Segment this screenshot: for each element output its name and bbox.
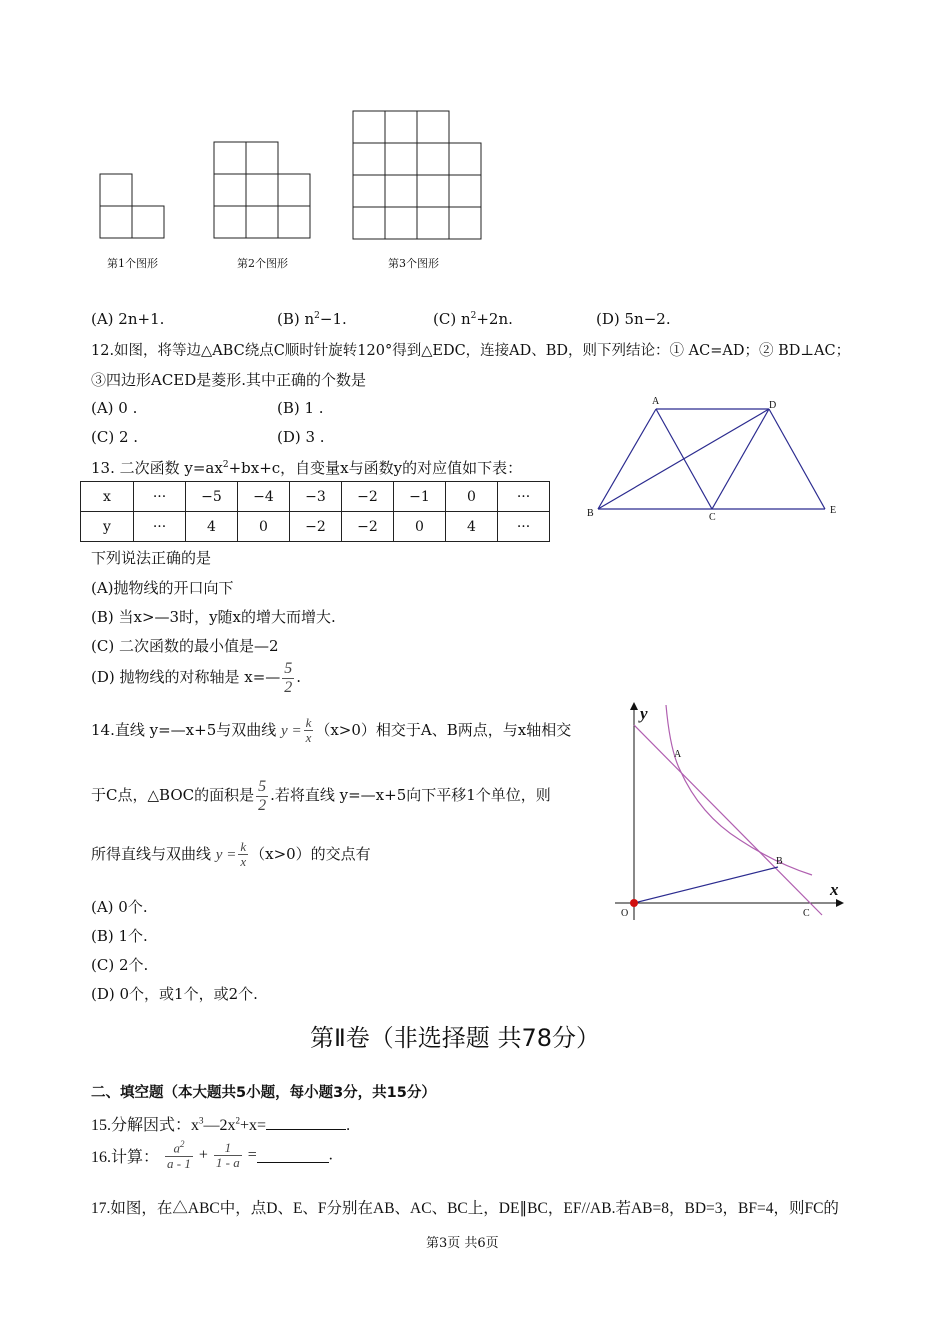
q14-option-a: (A) 0个. <box>91 898 148 916</box>
q14-line1: 14.直线 y=—x+5与双曲线 y = $\frac{k}{x}$ （x>0）相交于A、B两点，与x轴相交 <box>91 715 572 746</box>
fig3-label: 第3个图形 <box>388 257 439 270</box>
q13-option-b: (B) 当x>—3时，y随x的增大而增大. <box>91 608 336 626</box>
label-d: D <box>769 400 777 411</box>
section-title: 第Ⅱ卷（非选择题 共78分） <box>310 1024 600 1052</box>
q16: 16.计算： $\frac{a^2}{a - 1}$ + $\frac{1}{1 - a}$ = . <box>91 1139 333 1171</box>
q13-prompt: 下列说法正确的是 <box>91 549 212 567</box>
table-row-x: x ··· −5 −4 −3 −2 −1 0 ··· <box>81 482 550 512</box>
q14-line3: 所得直线与双曲线 y = $\frac{k}{x}$ （x>0）的交点有 <box>91 839 371 870</box>
fig1-label: 第1个图形 <box>107 257 158 270</box>
q13-option-a: (A)抛物线的开口向下 <box>91 579 234 597</box>
segment-ob <box>634 867 778 903</box>
c-label: C <box>803 908 810 919</box>
q12-option-c: (C) 2 . <box>91 428 139 446</box>
q15-answer-blank[interactable] <box>266 1115 346 1130</box>
q12-option-d: (D) 3 . <box>277 428 325 446</box>
label-c: C <box>709 512 716 523</box>
q14-option-c: (C) 2个. <box>91 956 149 974</box>
fig1-square <box>100 174 132 206</box>
a-label: A <box>674 749 682 760</box>
x-label: x <box>830 880 839 899</box>
q13-option-d: (D) 抛物线的对称轴是 x=— $\frac{5}{2}$ . <box>91 660 302 696</box>
square-figures <box>90 100 510 250</box>
page-footer: 第3页 共6页 <box>426 1236 499 1251</box>
q11-option-d: (D) 5n−2. <box>596 310 671 328</box>
y-label: y <box>640 704 648 723</box>
q13-option-c: (C) 二次函数的最小值是—2 <box>91 637 279 655</box>
q14-option-b: (B) 1个. <box>91 927 148 945</box>
o-label: O <box>621 908 629 919</box>
q12-stem-line1: 12.如图，将等边△ABC绕点C顺时针旋转120°得到△EDC，连接AD、BD，则下列结论：① AC=AD；② BD⊥AC； <box>91 343 851 359</box>
label-e: E <box>830 505 837 516</box>
fig2-label: 第2个图形 <box>237 257 288 270</box>
hyperbola-curve <box>666 705 812 875</box>
q12-stem-line2: ③四边形ACED是菱形.其中正确的个数是 <box>91 371 367 389</box>
q16-answer-blank[interactable] <box>257 1148 329 1163</box>
value-table <box>80 481 550 542</box>
rhombus-diagram <box>580 392 850 527</box>
section-heading: 二、填空题（本大题共5小题，每小题3分，共15分） <box>91 1085 436 1101</box>
line-y-neg-x-plus-5 <box>634 725 822 915</box>
q11-option-c: (C) $n^2+2n$. <box>433 310 513 328</box>
q11-option-b: (B) $n^2-1$. <box>277 310 347 328</box>
label-b: B <box>587 508 594 519</box>
q14-option-d: (D) 0个，或1个，或2个. <box>91 985 258 1003</box>
q17-stem: 17.如图，在△ABC中，点D、E、F分别在AB、AC、BC上，DE∥BC，EF//AB.若AB=8，BD=3，BF=4，则FC的 <box>91 1200 839 1217</box>
origin-dot <box>630 899 638 907</box>
q14-line2: 于C点，△BOC的面积是 $\frac{5}{2}$ .若将直线 y=—x+5向下平移1个单位，则 <box>91 778 551 814</box>
q11-option-a: (A) 2n+1. <box>91 310 165 328</box>
label-a: A <box>652 396 660 407</box>
b-label: B <box>776 856 783 867</box>
hyperbola-graph <box>600 695 855 925</box>
q12-option-a: (A) 0 . <box>91 399 138 417</box>
q15: 15.分解因式：$x^3—2x^2+x=$ . <box>91 1115 351 1134</box>
q13-stem: 13. 二次函数 $y=ax^2+bx+c$，自变量x与函数y的对应值如下表： <box>91 459 523 477</box>
q12-option-b: (B) 1 . <box>277 399 324 417</box>
table-row-y: y ··· 4 0 −2 −2 0 4 ··· <box>81 512 550 542</box>
